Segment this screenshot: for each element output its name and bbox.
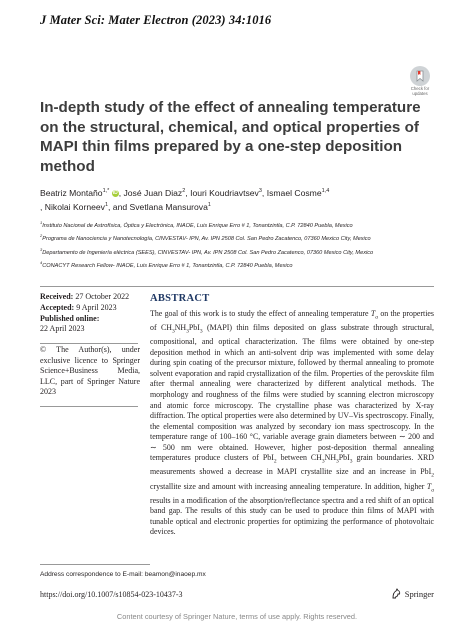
affiliation-text: Programa de Nanociencia y Nanotecnología, CINVESTAV- IPN, Av. IPN 2508 Col. San Pedro Zacatenco, 07360 Mexico City, Mexico bbox=[42, 236, 371, 243]
sidebar-divider bbox=[40, 343, 138, 344]
received-value: 27 October 2022 bbox=[75, 292, 130, 301]
author-name: , Iouri Koudriavtsev bbox=[185, 187, 259, 198]
paper-title: In-depth study of the effect of annealing temperature on the structural, chemical, and optical properties of MAPI thin films prepared by a one-step deposition method bbox=[40, 99, 421, 175]
affiliation-list bbox=[40, 218, 460, 271]
author-name: , and Svetlana Mansurova bbox=[108, 202, 208, 213]
received-label: Received: bbox=[40, 292, 74, 301]
accepted-value: 9 April 2023 bbox=[76, 302, 117, 312]
copyright-license: © The Author(s), under exclusive licence to Springer Science+Business Media, LLC, part of Springer Nature 2023 bbox=[40, 345, 140, 397]
accepted-date bbox=[40, 303, 140, 314]
abstract-text: The goal of this work is to study the effect of annealing temperature $T_a$ on the properties of $CH_3NH_3PbI_3$ (MAPI) thin films deposited on glass substrate through structural, compositional, and optical characterization. The films were obtained by one-step deposition method in which an anti-solvent drip was implemented with some delay during spin coating of the precursor mixture, followed by thermal annealing to promote solvent evaporation and rapid crystallization of the film. Properties of the perovskite film after thermal annealing were characterized by different analytical methods. The morphology and roughness of the films were studied by scanning electron microscopy and atomic force microscopy. The crystalline phase was characterized by X-ray diffraction. The optical properties were also determined by UV–Vis spectroscopy. Finally, the elemental composition was analyzed by secondary ion mass spectroscopy. In the temperature range of 100–160 °C, variable average grain diameters between ∼ 200 and ∼ 500 nm were obtained. However, higher post-deposition thermal annealing temperatures produce clusters of PbI$_2$ between $CH_3NH_3PbI_3$ grain boundaries. XRD measurements showed a decrease in MAPI crystallite size and an increase in PbI$_2$ crystallite size and amount with increasing annealing temperature. In addition, higher $T_a$ results in a modification of the absorption/reflectance spectra and a red shift of an optical band gap. The results of this study can be used to produce thin films of MAPI with tunable optical and electronic properties for optimizing the performance of photovoltaic devices. bbox=[150, 309, 435, 537]
author-list bbox=[40, 185, 440, 214]
affiliation-item bbox=[40, 245, 460, 258]
affiliation-item bbox=[40, 258, 460, 271]
bookmark-icon bbox=[410, 66, 430, 86]
check-for-updates-label: Check for updates bbox=[410, 86, 430, 96]
correspondence-footnote: Address correspondence to E-mail: beamon@inaoep.mx bbox=[40, 571, 206, 578]
affiliation-number: 1 bbox=[40, 220, 43, 225]
author-affiliation-mark: 2 bbox=[182, 188, 186, 194]
footnote-rule bbox=[40, 564, 150, 565]
affiliation-text: CONACYT Research Fellow- INAOE, Luis Enrique Erro # 1, Tonantzintla, C.P. 72840 Puebla, Mexico bbox=[42, 262, 293, 269]
author-name: , Ismael Cosme bbox=[261, 187, 322, 198]
abstract-heading: ABSTRACT bbox=[150, 293, 210, 304]
check-for-updates-badge[interactable] bbox=[406, 66, 434, 96]
journal-name: J Mater Sci: Mater Electron bbox=[40, 13, 189, 27]
affiliation-number: 4 bbox=[40, 260, 43, 266]
author-name: Beatriz Montaño bbox=[40, 187, 103, 198]
volume-info: (2023) 34:1016 bbox=[191, 13, 272, 27]
affiliation-item bbox=[40, 218, 460, 231]
courtesy-notice: Content courtesy of Springer Nature, terms of use apply. Rights reserved. bbox=[116, 612, 358, 621]
published-value: 22 April 2023 bbox=[40, 324, 85, 334]
author-name: , Nikolai Korneev bbox=[40, 202, 105, 213]
article-info-sidebar bbox=[40, 292, 140, 398]
received-date bbox=[40, 292, 140, 303]
affiliation-number: 3 bbox=[40, 246, 43, 252]
doi-link[interactable]: https://doi.org/10.1007/s10854-023-10437-3 bbox=[40, 590, 183, 599]
section-divider bbox=[40, 286, 434, 287]
author-affiliation-mark: 1 bbox=[104, 202, 109, 209]
author-affiliation-mark: 1 bbox=[207, 202, 211, 209]
sidebar-divider bbox=[40, 406, 138, 407]
publisher-name: Springer bbox=[404, 588, 434, 599]
orcid-icon[interactable]: iD bbox=[112, 190, 118, 197]
author-name: , José Juan Diaz bbox=[118, 187, 183, 198]
affiliation-number: 2 bbox=[40, 233, 43, 239]
author-affiliation-mark: 1,* bbox=[102, 188, 110, 194]
springer-logo bbox=[391, 588, 434, 599]
affiliation-text: Instituto Nacional de Astrofísica, Óptica y Electrónica, INAOE, Luis Enrique Erro # 1, Tonantzintla, C.P. 72840 Puebla, Mexico bbox=[42, 222, 353, 229]
journal-header bbox=[40, 13, 271, 28]
affiliation-text: Departamento de Ingeniería eléctrica (SEES), CINVESTAV- IPN, Av. IPN 2508 Col. San Pedro Zacatenco, 07360 Mexico City, Mexico bbox=[42, 249, 374, 256]
affiliation-item bbox=[40, 231, 460, 244]
springer-horse-icon bbox=[391, 588, 402, 599]
published-label: Published online: bbox=[40, 313, 100, 323]
accepted-label: Accepted: bbox=[40, 302, 75, 312]
author-affiliation-mark: 3 bbox=[258, 188, 262, 194]
author-affiliation-mark: 1,4 bbox=[321, 188, 330, 194]
